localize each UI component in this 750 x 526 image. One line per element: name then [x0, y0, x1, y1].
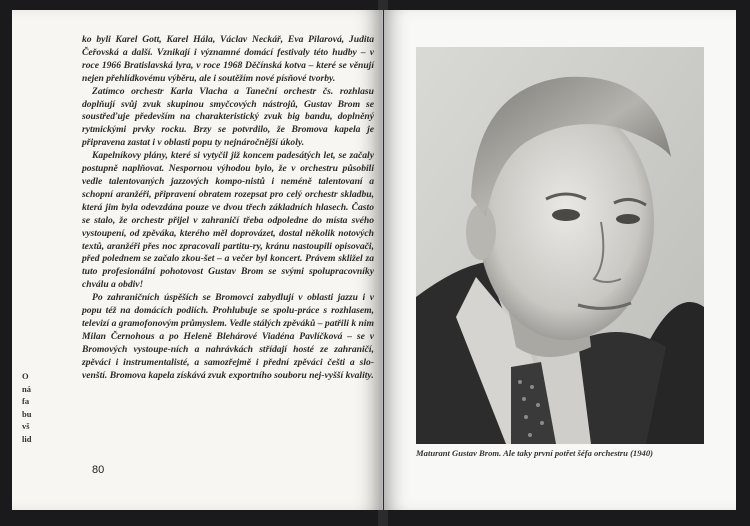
paragraph: Po zahraničních úspěších se Bromovci zabydlují v oblasti jazzu i v popu též na domácích podiích. Prohlubuje se spolu-práce s rozhlasem, televizí a gramofonovým průmyslem. Vedle stálých zpěváků – patřili k nim Milan Černohous a po Heleně Blehárové Viadéna Pavlíčková – se v Bromových vystoupe-ních a nahrávkách střídají hosté ze zahraničí, zpěváci i instrumentalisté, a samozřejmě i přední zpěváci češti a slo-venští. Bromova kapela získává zvuk exportního souboru nej-vyšší kvality.: [82, 292, 374, 381]
margin-fragment: fa: [22, 396, 30, 407]
photo-caption: Maturant Gustav Brom. Ale taky první potřet šéfa orchestru (1940): [416, 448, 653, 458]
paragraph: Zatímco orchestr Karla Vlacha a Taneční orchestr čs. rozhlasu doplňují svůj zvuk skupinou smyčcových nástrojů, Gustav Brom se soustřeďuje především na charakteristický zvuk big bandu, doplněný rytmickými prvky rocku. Brzy se potvrdilo, že Bromova kapela je připravena zastat i v oblasti popu ty nejnáročnější úkoly.: [82, 85, 374, 149]
body-text: [82, 34, 374, 382]
page-number: 80: [92, 464, 105, 476]
margin-fragment: lid: [22, 433, 32, 444]
margin-fragment: O: [22, 371, 29, 381]
margin-fragment: bu: [22, 408, 32, 419]
margin-fragment: ná: [22, 383, 31, 394]
margin-fragment: vš: [22, 421, 30, 432]
margin-text-fragments: [22, 370, 42, 446]
paragraph: Kapelníkovy plány, které si vytyčil již koncem padesátých let, se začaly postupně naplňovat. Nespornou výhodou bylo, že v orchestru působili vedle talentovaných jazzových kompo-nistů i neméně talentovaní a schopní aranžéři, připravení obratem rozepsat pro celý orchestr skladbu, která jim byla odevzdána pouze ve dvou třech základních hlasech. Často se stalo, že orchestr přijel v zahraničí třeba odpoledne do místa svého vystoupení, od zpěváka, kterého měl doprovázet, dostal několik notových textů, aranžéři přes noc zpracovali partitu-ry, kránu nastoupili opisovači, před polednem se začalo zkou-šet – a večer byl koncert. Právem skližel za tuto profesionální pohotovost Gustav Brom se svými spolupracovníky chválu a obdiv!: [82, 150, 374, 291]
portrait-photo: [416, 47, 704, 444]
paragraph: ko byli Karel Gott, Karel Hála, Václav Neckář, Eva Pilarová, Judita Čeřovská a další. Vznikají i významné domácí festivaly této hudby – v roce 1966 Bratislavská lyra, v roce 1968 Děčínská kotva – které se věnují nejen přehlídkovému výběru, ale i soutěžím nové písňové tvorby.: [82, 34, 374, 84]
